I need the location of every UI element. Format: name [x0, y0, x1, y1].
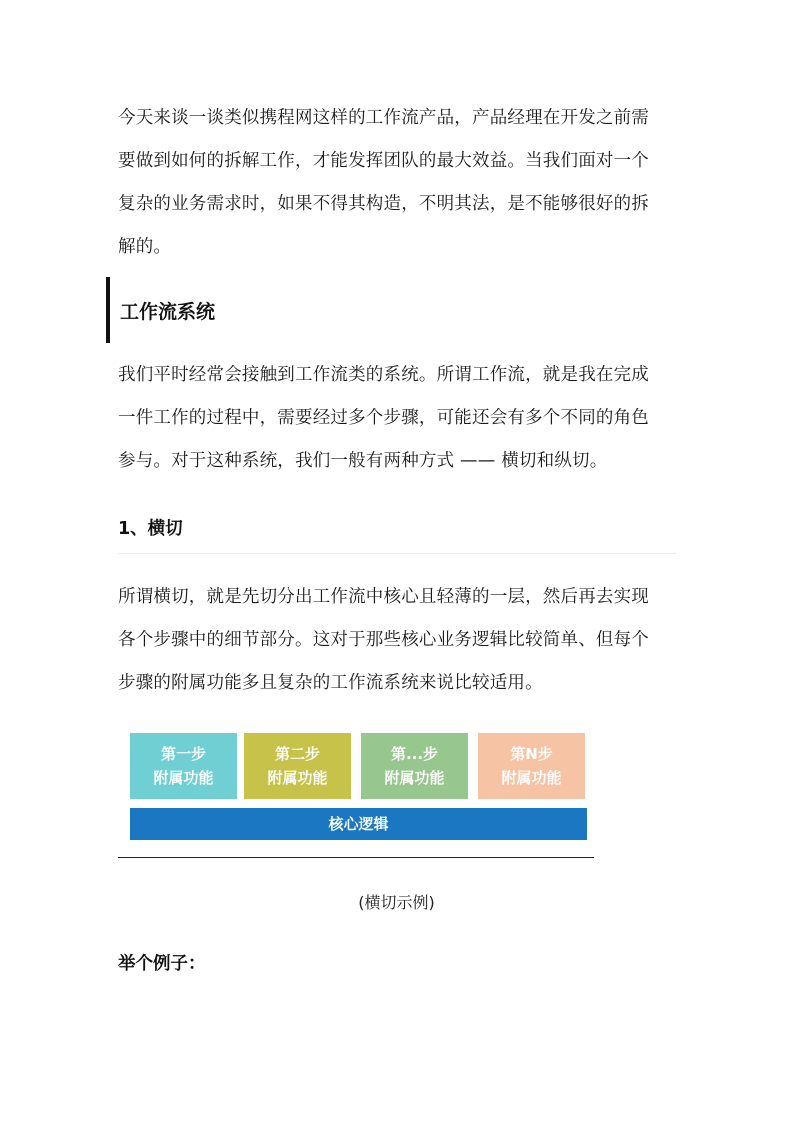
- step-box-3: [361, 733, 468, 799]
- subsection-divider: [118, 553, 676, 554]
- step-box-4-title: 第N步: [510, 745, 553, 763]
- section-title: 工作流系统: [120, 300, 216, 323]
- step-box-2-subtitle: 附属功能: [267, 769, 328, 787]
- step-box-1-subtitle: 附属功能: [153, 769, 214, 787]
- subsection-title: 1、横切: [118, 519, 183, 539]
- section-paragraph: 我们平时经常会接触到工作流类的系统。所谓工作流，就是我在完成一件工作的过程中，需要经过多个步骤，可能还会有多个不同的角色参与。对于这种系统，我们一般有两种方式 —— 横切和纵切。: [118, 365, 649, 471]
- diagram-baseline: [118, 857, 594, 858]
- subsection-paragraph: 所谓横切，就是先切分出工作流中核心且轻薄的一层，然后再去实现各个步骤中的细节部分。这对于那些核心业务逻辑比较简单、但每个步骤的附属功能多且复杂的工作流系统来说比较适用。: [118, 587, 649, 693]
- intro-paragraph: 今天来谈一谈类似携程网这样的工作流产品，产品经理在开发之前需要做到如何的拆解工作，才能发挥团队的最大效益。当我们面对一个复杂的业务需求时，如果不得其构造，不明其法，是不能够很好的拆解的。: [118, 108, 649, 257]
- core-logic-bar: 核心逻辑: [130, 808, 587, 840]
- step-box-1: [130, 733, 237, 799]
- section-heading: [106, 277, 215, 343]
- step-box-3-title: 第...步: [390, 745, 439, 763]
- step-box-1-title: 第一步: [160, 745, 206, 763]
- step-box-3-subtitle: 附属功能: [384, 769, 445, 787]
- example-heading: 举个例子：: [118, 954, 206, 974]
- step-box-4-subtitle: 附属功能: [501, 769, 562, 787]
- cross-cut-diagram: [118, 720, 594, 858]
- step-box-2-title: 第二步: [274, 745, 320, 763]
- step-box-2: [244, 733, 351, 799]
- diagram-caption: (横切示例): [358, 893, 435, 912]
- step-box-4: [478, 733, 585, 799]
- section-accent-bar: [106, 277, 110, 343]
